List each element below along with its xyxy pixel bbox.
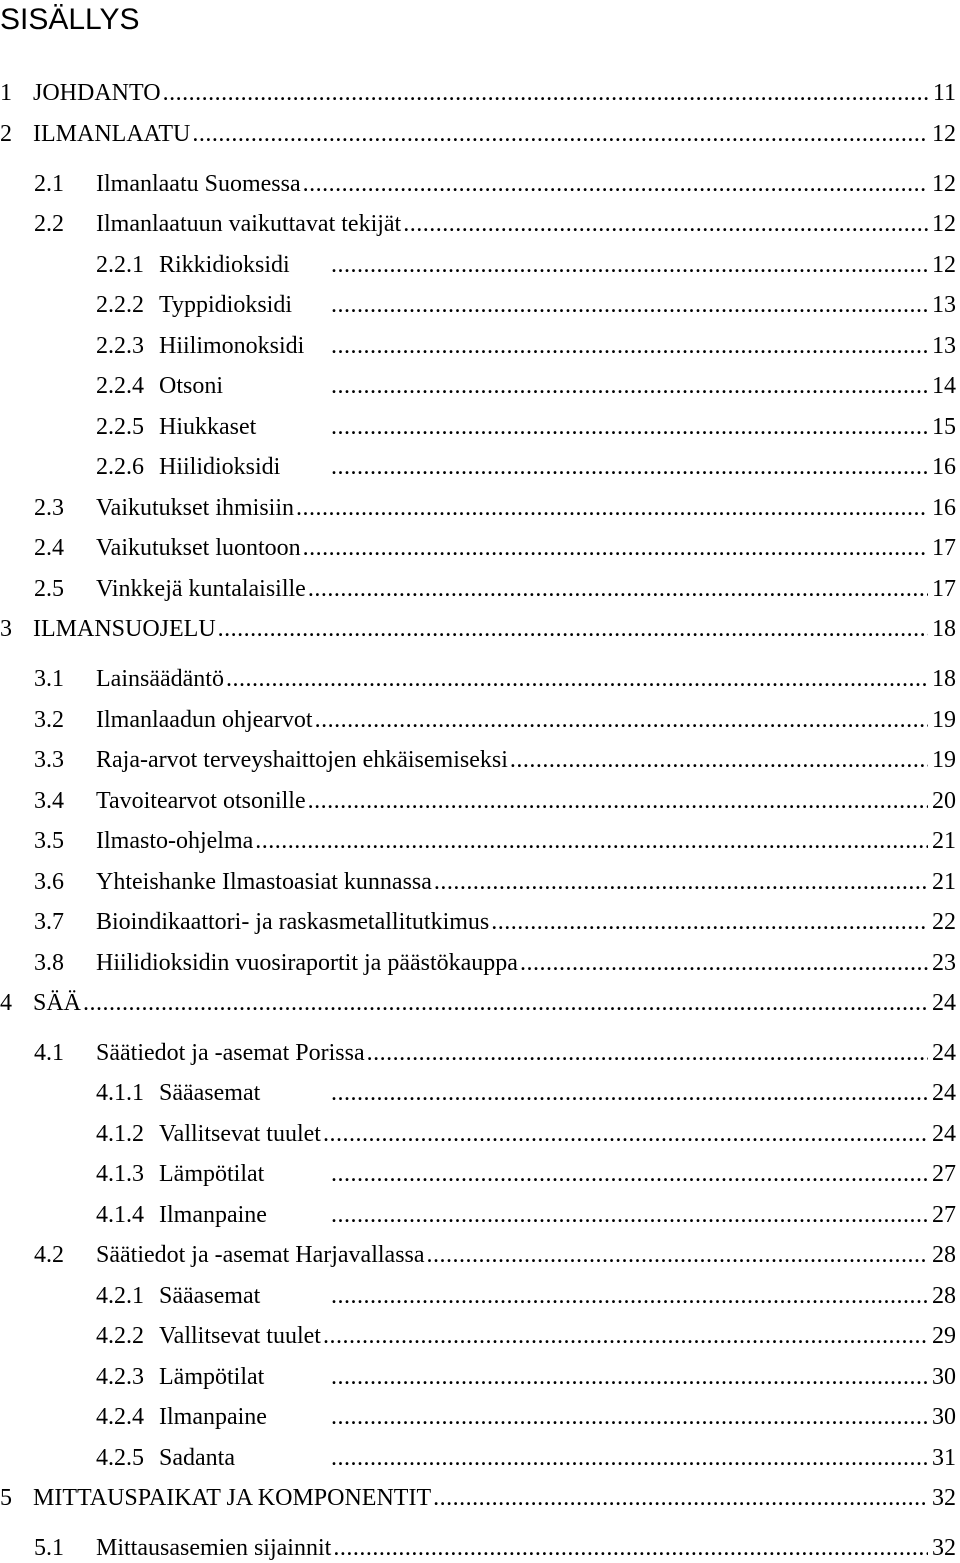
toc-entry-number: 2.4 — [34, 535, 64, 561]
toc-entry-number: 4 — [0, 990, 12, 1016]
toc-dot-leader — [331, 1443, 928, 1473]
toc-entry[interactable] — [34, 867, 956, 897]
toc-entry-title: Typpidioksidi — [159, 292, 292, 318]
toc-entry-number: 3.1 — [34, 666, 64, 692]
toc-dot-leader — [434, 867, 928, 897]
toc-entry-title: Ilmanlaatu Suomessa — [96, 171, 301, 197]
toc-entry[interactable] — [96, 1362, 956, 1392]
toc-dot-leader — [331, 1281, 928, 1311]
toc-dot-leader — [331, 452, 928, 482]
toc-entry-title: Ilmasto-ohjelma — [96, 828, 254, 854]
toc-entry-page-number: 18 — [932, 616, 956, 642]
toc-entry[interactable] — [34, 574, 956, 604]
toc-entry-page-number: 24 — [932, 1121, 956, 1147]
toc-entry-page-number: 32 — [932, 1535, 956, 1561]
toc-entry-page-number: 21 — [932, 828, 956, 854]
toc-entry-number: 4.1.2 — [96, 1121, 144, 1147]
toc-entry-title: ILMANLAATU — [33, 121, 191, 147]
toc-entry-page-number: 17 — [932, 576, 956, 602]
toc-entry-title: Mittausasemien sijainnit — [96, 1535, 332, 1561]
toc-entry-number: 2 — [0, 121, 12, 147]
toc-dot-leader — [308, 786, 928, 816]
toc-entry-number: 1 — [0, 80, 12, 106]
toc-entry[interactable] — [96, 1159, 956, 1189]
toc-entry[interactable] — [34, 1240, 956, 1270]
toc-entry-title: Säätiedot ja -asemat Harjavallassa — [96, 1242, 425, 1268]
toc-dot-leader — [427, 1240, 928, 1270]
toc-entry-page-number: 27 — [932, 1202, 956, 1228]
toc-dot-leader — [303, 169, 928, 199]
toc-dot-leader — [308, 574, 928, 604]
toc-entry-title: Sadanta — [159, 1445, 235, 1471]
toc-entry-page-number: 21 — [932, 869, 956, 895]
toc-entry[interactable] — [34, 907, 956, 937]
toc-entry-page-number: 31 — [932, 1445, 956, 1471]
toc-entry[interactable] — [34, 745, 956, 775]
toc-entry-title: Lämpötilat — [159, 1364, 265, 1390]
toc-entry-title: Vinkkejä kuntalaisille — [96, 576, 306, 602]
toc-entry-number: 3.5 — [34, 828, 64, 854]
toc-entry-title: ILMANSUOJELU — [33, 616, 216, 642]
toc-entry[interactable] — [34, 169, 956, 199]
toc-entry-page-number: 17 — [932, 535, 956, 561]
toc-entry-title: Hiukkaset — [159, 414, 257, 440]
toc-entry-number: 4.2.1 — [96, 1283, 144, 1309]
toc-entry-page-number: 12 — [932, 252, 956, 278]
toc-entry-title: Raja-arvot terveyshaittojen ehkäisemiseksi — [96, 747, 508, 773]
toc-entry-page-number: 30 — [932, 1404, 956, 1430]
toc-dot-leader — [331, 331, 928, 361]
toc-entry-title: Vallitsevat tuulet — [159, 1323, 321, 1349]
toc-dot-leader — [331, 290, 928, 320]
toc-entry-title: Vaikutukset ihmisiin — [96, 495, 294, 521]
toc-entry-page-number: 22 — [932, 909, 956, 935]
toc-entry-number: 3.4 — [34, 788, 64, 814]
toc-entry[interactable] — [96, 1119, 956, 1149]
toc-entry[interactable] — [96, 1078, 956, 1108]
toc-entry-title: Yhteishanke Ilmastoasiat kunnassa — [96, 869, 432, 895]
toc-dot-leader — [255, 826, 928, 856]
toc-entry[interactable] — [34, 533, 956, 563]
toc-dot-leader — [163, 78, 929, 108]
toc-entry-page-number: 11 — [932, 80, 956, 106]
toc-entry-number: 2.2.6 — [96, 454, 144, 480]
toc-dot-leader — [520, 948, 928, 978]
toc-entry-number: 3.3 — [34, 747, 64, 773]
toc-entry-number: 4.2 — [34, 1242, 64, 1268]
toc-dot-leader — [331, 1078, 928, 1108]
toc-entry-page-number: 23 — [932, 950, 956, 976]
toc-entry[interactable] — [34, 1533, 956, 1563]
toc-dot-leader — [331, 1402, 928, 1432]
toc-entry-title: SÄÄ — [33, 990, 82, 1016]
toc-entry-title: Ilmanpaine — [159, 1202, 267, 1228]
toc-entry-number: 4.2.2 — [96, 1323, 144, 1349]
toc-entry-number: 3.6 — [34, 869, 64, 895]
toc-entry-title: Vaikutukset luontoon — [96, 535, 301, 561]
toc-dot-leader — [331, 1200, 928, 1230]
toc-entry[interactable] — [34, 826, 956, 856]
toc-entry-title: Sääasemat — [159, 1080, 261, 1106]
toc-entry-number: 5.1 — [34, 1535, 64, 1561]
toc-entry-page-number: 30 — [932, 1364, 956, 1390]
toc-dot-leader — [433, 1483, 928, 1513]
toc-entry-page-number: 19 — [932, 747, 956, 773]
toc-entry-title: Lainsäädäntö — [96, 666, 224, 692]
toc-entry-number: 3.2 — [34, 707, 64, 733]
toc-entry[interactable] — [34, 1038, 956, 1068]
toc-entry[interactable] — [0, 78, 956, 108]
toc-entry-page-number: 19 — [932, 707, 956, 733]
toc-entry-title: Tavoitearvot otsonille — [96, 788, 306, 814]
toc-entry-number: 4.2.3 — [96, 1364, 144, 1390]
toc-entry-page-number: 27 — [932, 1161, 956, 1187]
toc-entry[interactable] — [96, 290, 956, 320]
toc-entry-title: Säätiedot ja -asemat Porissa — [96, 1040, 365, 1066]
toc-entry[interactable] — [96, 250, 956, 280]
toc-entry-title: MITTAUSPAIKAT JA KOMPONENTIT — [33, 1485, 432, 1511]
toc-entry[interactable] — [96, 1200, 956, 1230]
toc-entry[interactable] — [34, 664, 956, 694]
toc-entry-title: Bioindikaattori- ja raskasmetallitutkimus — [96, 909, 490, 935]
toc-entry[interactable] — [96, 331, 956, 361]
toc-entry-number: 3.7 — [34, 909, 64, 935]
toc-entry-page-number: 32 — [932, 1485, 956, 1511]
toc-entry-number: 3.8 — [34, 950, 64, 976]
toc-entry-title: Vallitsevat tuulet — [159, 1121, 321, 1147]
toc-entry-page-number: 18 — [932, 666, 956, 692]
toc-dot-leader — [303, 533, 928, 563]
toc-entry-number: 2.2.3 — [96, 333, 144, 359]
toc-entry[interactable] — [34, 705, 956, 735]
toc-entry-number: 2.2.1 — [96, 252, 144, 278]
toc-entry-number: 2.5 — [34, 576, 64, 602]
toc-entry-title: Rikkidioksidi — [159, 252, 290, 278]
toc-entry-number: 2.2 — [34, 211, 64, 237]
toc-entry-title: Hiilimonoksidi — [159, 333, 305, 359]
toc-dot-leader — [192, 119, 928, 149]
toc-entry[interactable] — [34, 493, 956, 523]
toc-dot-leader — [218, 614, 928, 644]
toc-entry-number: 4.1.3 — [96, 1161, 144, 1187]
toc-entry-page-number: 13 — [932, 292, 956, 318]
toc-entry-page-number: 15 — [932, 414, 956, 440]
toc-dot-leader — [331, 1362, 928, 1392]
toc-dot-leader — [510, 745, 928, 775]
toc-entry[interactable] — [0, 614, 956, 644]
toc-entry-number: 2.2.5 — [96, 414, 144, 440]
toc-dot-leader — [331, 1159, 928, 1189]
toc-entry[interactable] — [34, 209, 956, 239]
page-title: SISÄLLYS — [0, 3, 140, 36]
toc-entry[interactable] — [0, 988, 956, 1018]
toc-dot-leader — [226, 664, 928, 694]
toc-dot-leader — [315, 705, 928, 735]
toc-entry-page-number: 24 — [932, 1080, 956, 1106]
toc-entry-page-number: 16 — [932, 454, 956, 480]
toc-entry-page-number: 16 — [932, 495, 956, 521]
toc-entry-number: 3 — [0, 616, 12, 642]
toc-dot-leader — [367, 1038, 928, 1068]
toc-dot-leader — [333, 1533, 928, 1563]
toc-entry-title: Lämpötilat — [159, 1161, 265, 1187]
toc-dot-leader — [331, 371, 928, 401]
toc-entry-page-number: 28 — [932, 1283, 956, 1309]
toc-dot-leader — [491, 907, 928, 937]
toc-entry-page-number: 29 — [932, 1323, 956, 1349]
toc-entry[interactable] — [96, 452, 956, 482]
toc-entry-title: Otsoni — [159, 373, 224, 399]
toc-entry[interactable] — [34, 948, 956, 978]
toc-dot-leader — [323, 1321, 928, 1351]
toc-entry[interactable] — [34, 786, 956, 816]
toc-entry[interactable] — [96, 1281, 956, 1311]
toc-entry[interactable] — [96, 1402, 956, 1432]
toc-entry-title: Sääasemat — [159, 1283, 261, 1309]
toc-entry-title: Hiilidioksidi — [159, 454, 281, 480]
toc-entry-page-number: 12 — [932, 171, 956, 197]
toc-entry-page-number: 20 — [932, 788, 956, 814]
toc-entry-title: Hiilidioksidin vuosiraportit ja päästökauppa — [96, 950, 518, 976]
toc-dot-leader — [331, 412, 928, 442]
toc-entry-number: 2.2.2 — [96, 292, 144, 318]
toc-entry-number: 4.2.4 — [96, 1404, 144, 1430]
toc-entry-number: 2.2.4 — [96, 373, 144, 399]
toc-dot-leader — [83, 988, 928, 1018]
toc-entry-page-number: 12 — [932, 211, 956, 237]
toc-entry-page-number: 12 — [932, 121, 956, 147]
toc-entry-number: 2.3 — [34, 495, 64, 521]
toc-entry-page-number: 14 — [932, 373, 956, 399]
toc-entry-page-number: 13 — [932, 333, 956, 359]
toc-entry-number: 4.1 — [34, 1040, 64, 1066]
toc-entry-number: 5 — [0, 1485, 12, 1511]
toc-dot-leader — [403, 209, 928, 239]
toc-entry[interactable] — [96, 371, 956, 401]
toc-entry-title: Ilmanlaadun ohjearvot — [96, 707, 313, 733]
toc-dot-leader — [296, 493, 928, 523]
toc-entry-number: 4.1.1 — [96, 1080, 144, 1106]
toc-entry-page-number: 24 — [932, 990, 956, 1016]
toc-entry-title: Ilmanpaine — [159, 1404, 267, 1430]
toc-entry-number: 4.2.5 — [96, 1445, 144, 1471]
toc-entry-page-number: 28 — [932, 1242, 956, 1268]
toc-entry-number: 4.1.4 — [96, 1202, 144, 1228]
toc-entry[interactable] — [96, 1443, 956, 1473]
toc-dot-leader — [323, 1119, 928, 1149]
toc-entry-page-number: 24 — [932, 1040, 956, 1066]
toc-entry[interactable] — [0, 119, 956, 149]
toc-entry[interactable] — [96, 1321, 956, 1351]
toc-entry-number: 2.1 — [34, 171, 64, 197]
toc-entry-title: JOHDANTO — [33, 80, 161, 106]
toc-entry-title: Ilmanlaatuun vaikuttavat tekijät — [96, 211, 402, 237]
toc-dot-leader — [331, 250, 928, 280]
toc-entry[interactable] — [0, 1483, 956, 1513]
toc-entry[interactable] — [96, 412, 956, 442]
